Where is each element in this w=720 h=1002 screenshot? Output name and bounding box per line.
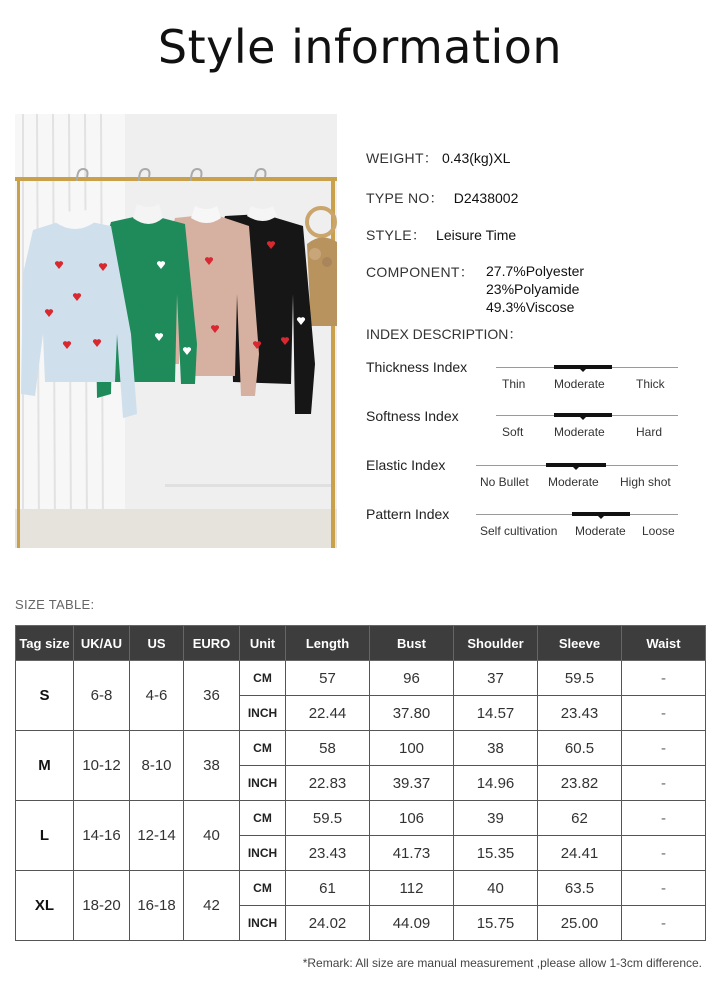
pattern-index-scale [476,512,678,536]
header-unit: Unit [240,626,286,661]
table-row [16,871,706,906]
waist-cell: - [622,836,706,871]
header-length: Length [286,626,370,661]
uk-au-cell: 6-8 [74,661,130,731]
sleeve-cell: 23.43 [538,696,622,731]
uk-au-cell: 18-20 [74,871,130,941]
component-value: 49.3%Viscose [486,299,575,315]
waist-cell: - [622,871,706,906]
length-cell: 22.83 [286,766,370,801]
length-cell: 58 [286,731,370,766]
unit-cell: CM [240,731,286,766]
sleeve-cell: 23.82 [538,766,622,801]
pattern-index-label: Pattern Index [366,506,450,522]
style-label: STYLE： [366,227,427,243]
us-cell: 12-14 [130,801,184,871]
type-row [366,188,518,208]
bust-cell: 96 [370,661,454,696]
sleeve-cell: 60.5 [538,731,622,766]
style-row [366,225,516,245]
size-table [15,625,706,941]
length-cell: 24.02 [286,906,370,941]
scale-label-left: Self cultivation [480,524,558,538]
scale-label-middle: Moderate [575,524,626,538]
scale-label-left: No Bullet [480,475,529,489]
scale-label-right: Loose [642,524,675,538]
unit-cell: CM [240,801,286,836]
length-cell: 57 [286,661,370,696]
header-us: US [130,626,184,661]
sleeve-cell: 59.5 [538,661,622,696]
size-table-header [16,626,706,661]
thickness-index-scale [496,365,678,389]
weight-label: WEIGHT： [366,150,439,166]
header-waist: Waist [622,626,706,661]
scale-label-middle: Moderate [554,425,605,439]
euro-cell: 40 [184,801,240,871]
euro-cell: 36 [184,661,240,731]
sleeve-cell: 25.00 [538,906,622,941]
table-row [16,801,706,836]
component-value: 27.7%Polyester [486,263,585,279]
tag-size-cell: M [16,731,74,801]
waist-cell: - [622,766,706,801]
weight-row [366,148,510,168]
elastic-index-scale [476,463,678,487]
waist-cell: - [622,906,706,941]
unit-cell: CM [240,871,286,906]
waist-cell: - [622,731,706,766]
type-value: D2438002 [453,190,519,206]
sleeve-cell: 24.41 [538,836,622,871]
bust-cell: 41.73 [370,836,454,871]
shoulder-cell: 15.35 [454,836,538,871]
style-value: Leisure Time [436,227,517,243]
shoulder-cell: 14.96 [454,766,538,801]
euro-cell: 42 [184,871,240,941]
waist-cell: - [622,801,706,836]
sleeve-cell: 62 [538,801,622,836]
header-euro: EURO [184,626,240,661]
shoulder-cell: 38 [454,731,538,766]
type-label: TYPE NO： [366,190,444,206]
scale-label-middle: Moderate [554,377,605,391]
scale-label-right: Thick [636,377,665,391]
bust-cell: 37.80 [370,696,454,731]
shoulder-cell: 39 [454,801,538,836]
rack-bar [15,177,337,181]
elastic-index-label: Elastic Index [366,457,446,473]
bust-cell: 106 [370,801,454,836]
index-description-label: INDEX DESCRIPTION： [366,326,523,342]
shoulder-cell: 40 [454,871,538,906]
unit-cell: INCH [240,836,286,871]
bust-cell: 100 [370,731,454,766]
length-cell: 23.43 [286,836,370,871]
softness-index-scale [496,413,678,437]
softness-index-label: Softness Index [366,408,459,424]
length-cell: 59.5 [286,801,370,836]
tag-size-cell: S [16,661,74,731]
header-bust: Bust [370,626,454,661]
thickness-index-label: Thickness Index [366,359,468,375]
euro-cell: 38 [184,731,240,801]
table-row [16,661,706,696]
bust-cell: 112 [370,871,454,906]
length-cell: 61 [286,871,370,906]
bust-cell: 39.37 [370,766,454,801]
unit-cell: INCH [240,696,286,731]
scale-label-middle: Moderate [548,475,599,489]
us-cell: 4-6 [130,661,184,731]
unit-cell: CM [240,661,286,696]
waist-cell: - [622,696,706,731]
scale-label-right: High shot [620,475,671,489]
table-row [16,731,706,766]
us-cell: 16-18 [130,871,184,941]
scale-label-left: Soft [502,425,524,439]
unit-cell: INCH [240,906,286,941]
tag-size-cell: XL [16,871,74,941]
sleeve-cell: 63.5 [538,871,622,906]
shoulder-cell: 14.57 [454,696,538,731]
uk-au-cell: 14-16 [74,801,130,871]
component-value: 23%Polyamide [486,281,580,297]
product-photo [15,114,337,548]
bust-cell: 44.09 [370,906,454,941]
unit-cell: INCH [240,766,286,801]
page-title: Style information [157,20,563,74]
tag-size-cell: L [16,801,74,871]
shoulder-cell: 15.75 [454,906,538,941]
weight-value: 0.43(kg)XL [441,150,511,166]
remark-note: *Remark: All size are manual measurement ,please allow 1-3cm difference. [302,956,702,970]
scale-label-left: Thin [502,377,526,391]
uk-au-cell: 10-12 [74,731,130,801]
header-shoulder: Shoulder [454,626,538,661]
header-sleeve: Sleeve [538,626,622,661]
component-values [486,262,584,316]
header-uk-au: UK/AU [74,626,130,661]
component-row [366,262,474,282]
waist-cell: - [622,661,706,696]
length-cell: 22.44 [286,696,370,731]
us-cell: 8-10 [130,731,184,801]
scale-label-right: Hard [636,425,663,439]
shoulder-cell: 37 [454,661,538,696]
header-tag-size: Tag size [16,626,74,661]
size-table-title: SIZE TABLE: [15,597,95,612]
component-label: COMPONENT： [366,264,474,280]
